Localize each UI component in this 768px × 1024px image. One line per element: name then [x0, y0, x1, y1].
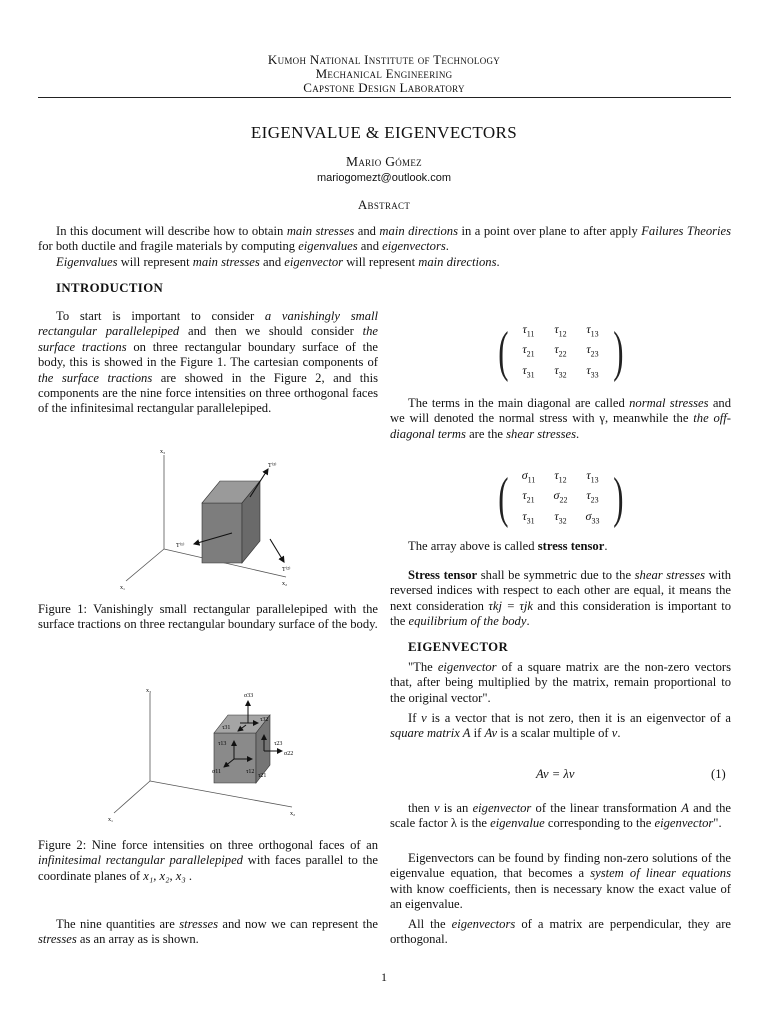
figure-2-stress-components [104, 685, 314, 825]
fig2-label-t32: τ32 [260, 717, 269, 723]
introduction-paragraph-2: The nine quantities are stresses and now we can represent the stresses as an array as is shown. [38, 917, 378, 947]
fig1-cube-front [202, 503, 242, 563]
fig2-label-x3: x₃ [146, 688, 152, 694]
author-name: Mario Gómez [346, 154, 422, 169]
right-paragraph-1: The terms in the main diagonal are called normal stresses and we will denoted the normal stress with γ, meanwhile the the off-diagonal terms are the shear stresses. [390, 396, 731, 441]
fig1-label-t2: T⁽²⁾ [282, 567, 291, 573]
m1-cell: $\tau_{23}$ [586, 342, 599, 359]
institution-name: Kumoh National Institute of Technology [267, 52, 501, 67]
eigenvector-quote: "The eigenvector of a square matrix are the non-zero vectors that, after being multiplied by the matrix, remain proportional to the original vector". [390, 660, 731, 705]
fig2-label-t23: τ23 [274, 741, 283, 747]
fig2-label-t12: τ12 [246, 769, 255, 775]
eigenvector-paragraph-solutions: Eigenvectors can be found by finding non-zero solutions of the eigenvalue equation, that becomes a system of linear equations with know coefficients, then is necessary know the exact value of an eigenvalue. [390, 851, 731, 912]
abstract-paragraph-2: Eigenvalues will represent main stresses and eigenvector will represent main directions. [56, 254, 500, 269]
m1-cell: $\tau_{31}$ [522, 362, 535, 380]
fig1-axis-x1 [126, 549, 164, 581]
fig2-axis-x2 [150, 781, 292, 807]
eigenvector-paragraph-then: then v is an eigenvector of the linear transformation A and the scale factor λ is the eigenvalue corresponding to the eigenvector". [390, 801, 731, 831]
fig2-label-x1: x₁ [108, 817, 114, 823]
m2-cell: $\tau_{32}$ [554, 508, 567, 526]
header-rule [38, 97, 731, 98]
fig2-axis-x1 [114, 781, 150, 813]
figure-1-caption: Figure 1: Vanishingly small rectangular parallelepiped with the surface tractions on three rectangular boundary surface of the body. [38, 602, 378, 632]
abstract-body [38, 224, 731, 270]
m1-cell: $\tau_{12}$ [554, 322, 567, 339]
m1-cell: $\tau_{32}$ [554, 362, 567, 380]
fig2-label-t31: τ31 [222, 725, 231, 731]
m2-cell: $\sigma_{33}$ [585, 508, 600, 526]
fig1-label-t3: T⁽³⁾ [268, 463, 277, 469]
equation-1-number: (1) [711, 767, 726, 781]
department-name: Mechanical Engineering [315, 66, 453, 81]
fig1-label-x3: x₃ [160, 449, 166, 455]
fig2-label-t21: τ21 [258, 773, 267, 779]
figure-2-caption: Figure 2: Nine force intensities on three orthogonal faces of an infinitesimal rectangular parallelepiped with faces parallel to the coordinate planes of x₁, x₂, x₃ . [38, 838, 378, 883]
equation-1: Av = λv [536, 767, 575, 781]
figure-1-parallelepiped [110, 445, 310, 593]
fig2-label-s22: σ22 [284, 751, 294, 757]
author-email[interactable]: mariogomezt@outlook.com [316, 172, 452, 184]
laboratory-name: Capstone Design Laboratory [303, 80, 465, 95]
fig1-traction-2 [270, 539, 284, 562]
m2-cell: $\tau_{31}$ [522, 508, 535, 526]
fig1-label-t1: T⁽¹⁾ [176, 543, 185, 549]
paper-title: EIGENVALUE & EIGENVECTORS [250, 123, 518, 142]
m2-cell: $\tau_{21}$ [522, 488, 535, 505]
fig2-label-t13: τ13 [218, 741, 227, 747]
eigenvector-heading: EIGENVECTOR [408, 640, 509, 654]
m2-cell: $\tau_{23}$ [586, 488, 599, 505]
fig1-label-x2: x₂ [282, 581, 288, 587]
m2-cell: $\sigma_{22}$ [553, 488, 568, 505]
m1-cell: $\tau_{11}$ [522, 322, 535, 339]
m1-cell: $\tau_{13}$ [586, 322, 599, 339]
m2-cell: $\sigma_{11}$ [521, 468, 536, 485]
right-paragraph-3: Stress tensor shall be symmetric due to the shear stresses with reversed indices with respect to each other are equal, it means the next consideration τkj = τjk and this consideration is important to the equilibrium of the body. [390, 568, 731, 629]
m1-cell: $\tau_{22}$ [554, 342, 567, 359]
matrix-shear-components: ( $\tau_{11}$ $\tau_{12}$ $\tau_{13}$ $\tau_{21}$ $\tau_{22}$ $\tau_{23}$ $\tau_{31}$ $\tau_{32}$ $\tau_{33}$ ) [498, 321, 623, 384]
matrix-stress-tensor: ( $\sigma_{11}$ $\tau_{12}$ $\tau_{13}$ $\tau_{21}$ $\sigma_{22}$ $\tau_{23}$ $\tau_{31}$ $\tau_{32}$ $\sigma_{33}$ ) [498, 467, 623, 530]
page-number: 1 [381, 970, 387, 984]
right-paragraph-2: The array above is called stress tensor. [408, 539, 608, 553]
eigenvector-paragraph-orthogonal: All the eigenvectors of a matrix are perpendicular, they are orthogonal. [390, 917, 732, 947]
m1-cell: $\tau_{33}$ [586, 362, 599, 380]
eigenvector-definition: If v is a vector that is not zero, then it is an eigenvector of a square matrix A if Av is a scalar multiple of v. [390, 711, 732, 741]
abstract-paragraph-1: In this document will describe how to obtain main stresses and main directions in a point over plane to after apply Failures Theories for both ductile and fragile materials by computing eigenvalues and eigenvectors. [38, 224, 732, 254]
introduction-paragraph-1: To start is important to consider a vanishingly small rectangular parallelepiped and then we should consider the surface tractions on three rectangular boundary surface of the body, this is showed in the Figure 1. The cartesian components of the surface tractions are showed in the Figure 2, and this components are the nine force intensities on three orthogonal faces of the infinitesimal rectangular parallelepiped. [38, 309, 379, 416]
fig1-label-x1: x₁ [120, 585, 126, 591]
fig2-label-s11: σ11 [212, 769, 222, 775]
m1-cell: $\tau_{21}$ [522, 342, 535, 359]
m2-cell: $\tau_{12}$ [554, 468, 567, 485]
abstract-heading: Abstract [357, 197, 411, 212]
introduction-heading: INTRODUCTION [56, 281, 164, 295]
fig2-label-s33: σ33 [244, 693, 254, 699]
fig2-label-x2: x₂ [290, 811, 296, 817]
m2-cell: $\tau_{13}$ [586, 468, 599, 485]
